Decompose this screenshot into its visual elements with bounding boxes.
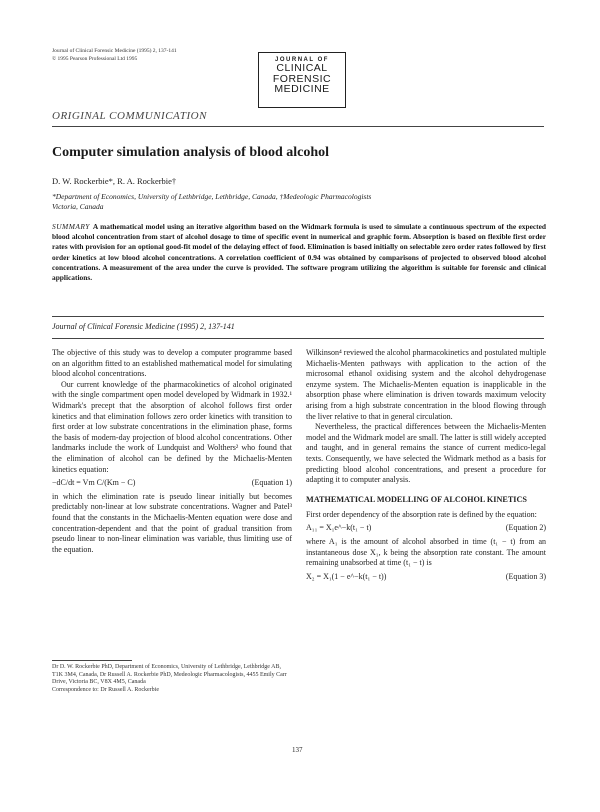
equation-2-label: (Equation 2) xyxy=(505,523,546,533)
page-number: 137 xyxy=(292,746,303,754)
equation-2 xyxy=(306,523,546,534)
journal-logo xyxy=(258,52,346,108)
citation-divider xyxy=(52,338,544,339)
equation-1 xyxy=(52,478,292,489)
abstract-text: A mathematical model using an iterative algorithm based on the Widmark formula is used to simulate a continuous spectrum of the expected blood alcohol concentration from start of alcohol dosage to time of specific event in numerical and graphic form. Absorption is based on flexible first order rates with provision for an optional good-fit model of the delaying effect of food. Elimination is based initially on selectable zero order rates followed by first order kinetics at low blood alcohol concentrations. A correlation coefficient of 0.94 was obtained by comparisons of projected to observed blood alcohol concentrations. A measurement of the area under the curve is provided. The software program utilizing the algorithm is suitable for forensic and clinical applications. xyxy=(52,222,546,283)
left-paragraph-2: Our current knowledge of the pharmacokinetics of alcohol originated with the single compartment open model developed by Widmark in 1932.¹ Widmark's precept that the absorption of alcohol follows first order kinetics and that elimination follows zero order kinetics with transition to first order at low substrate concentrations in the elimination phase, forms the basis of modern-day projection of blood alcohol concentrations. Other landmarks include the work of Lundquist and Wolthers² who found that the elimination of alcohol can be defined by the Michaelis-Menten kinetics equation: xyxy=(52,379,292,474)
journal-ref-line2: © 1995 Pearson Professional Ltd 1995 xyxy=(52,56,138,62)
abstract-divider xyxy=(52,316,544,317)
logo-line-3: MEDICINE xyxy=(274,83,330,95)
section-divider xyxy=(52,126,544,127)
article-affiliation xyxy=(52,192,552,212)
article-authors: D. W. Rockerbie*, R. A. Rockerbie† xyxy=(52,176,177,186)
equation-2-formula: A₁₁ = X₁e^−k(t₁ − t) xyxy=(306,523,372,533)
logo-line-1: CLINICAL xyxy=(276,62,328,74)
affiliation-line-1: *Department of Economics, University of Lethbridge, Lethbridge, Canada, †Medeologic Pharmacologists xyxy=(52,192,372,201)
section-heading: MATHEMATICAL MODELLING OF ALCOHOL KINETICS xyxy=(306,494,527,504)
logo-line-2: FORENSIC xyxy=(272,72,332,85)
equation-3-label: (Equation 3) xyxy=(505,571,546,581)
right-paragraph-2: Nevertheless, the practical differences between the Michaelis-Menten model and the Widmark model are small. The latter is still widely accepted and taught, and in general remains the stance of current medico-legal texts. Consequently, we have selected the Widmark method as a basis for predicting blood alcohol concentrations, and present a procedure for adapting it to computer analysis. xyxy=(306,422,546,485)
equation-3-formula: X₂ = X₁(1 − e^−k(t₁ − t)) xyxy=(306,571,387,581)
article-title: Computer simulation analysis of blood alcohol xyxy=(52,145,330,160)
footnotes xyxy=(52,664,292,694)
body-right-column xyxy=(306,348,546,585)
right-paragraph-4: where A₁ is the amount of alcohol absorbed in time (t₁ − t) from an instantaneous dose X₁, k being the absorption rate constant. The amount remaining unabsorbed at time (t₁ − t) is xyxy=(306,536,546,568)
article-citation: Journal of Clinical Forensic Medicine (1995) 2, 137-141 xyxy=(52,322,235,331)
footnote-divider xyxy=(52,660,132,661)
abstract xyxy=(52,222,546,283)
abstract-lead: SUMMARY xyxy=(52,222,90,231)
body-left-column xyxy=(52,348,292,555)
journal-ref-line1: Journal of Clinical Forensic Medicine (1995) 2, 137-141 xyxy=(52,48,177,54)
logo-top-text: JOURNAL OF xyxy=(275,57,329,63)
equation-1-formula: −dC/dt = Vm C/(Km − C) xyxy=(52,478,136,488)
equation-3 xyxy=(306,572,546,583)
right-paragraph-3: First order dependency of the absorption rate is defined by the equation: xyxy=(306,509,537,519)
footnote-correspondence: Correspondence to: Dr Russell A. Rockerbie xyxy=(52,686,159,693)
affiliation-line-2: Victoria, Canada xyxy=(52,202,104,211)
left-paragraph-3: in which the elimination rate is pseudo linear initially but becomes predictably non-linear at low substrate concentrations. Wagner and Patel³ found that the constants in the Michaelis-Menten equation were dose and concentration-dependent and that the point of gradual transition from pseudo linear to non-linear elimination was variable, thus limiting use of the equation. xyxy=(52,491,292,554)
left-paragraph-1: The objective of this study was to develop a computer programme based on an algorithm fitted to an established mathematical model for simulating blood alcohol concentrations. xyxy=(52,348,292,379)
footnote-author-addresses: Dr D. W. Rockerbie PhD, Department of Economics, University of Lethbridge, Lethbridge AB, T1K 3M4, Canada, Dr Russell A. Rockerbie PhD, Medeologic Pharmacologists, 4455 Emily Carr Drive, Victoria BC, V8X 4M5, Canada xyxy=(52,664,287,686)
right-paragraph-1: Wilkinson⁴ reviewed the alcohol pharmacokinetics and postulated multiple Michaelis-Menten pathways with application to the action of the microsomal ethanol oxidising system and the alcohol dehydrogenase enzyme system. The Michaelis-Menten equation is inapplicable in the absorption phase where elimination is driven towards maximum velocity arising from a high substrate concentration in the blood flowing through the liver relative to that in general circulation. xyxy=(306,348,546,421)
equation-1-label: (Equation 1) xyxy=(251,478,292,488)
section-label: ORIGINAL COMMUNICATION xyxy=(52,110,207,122)
